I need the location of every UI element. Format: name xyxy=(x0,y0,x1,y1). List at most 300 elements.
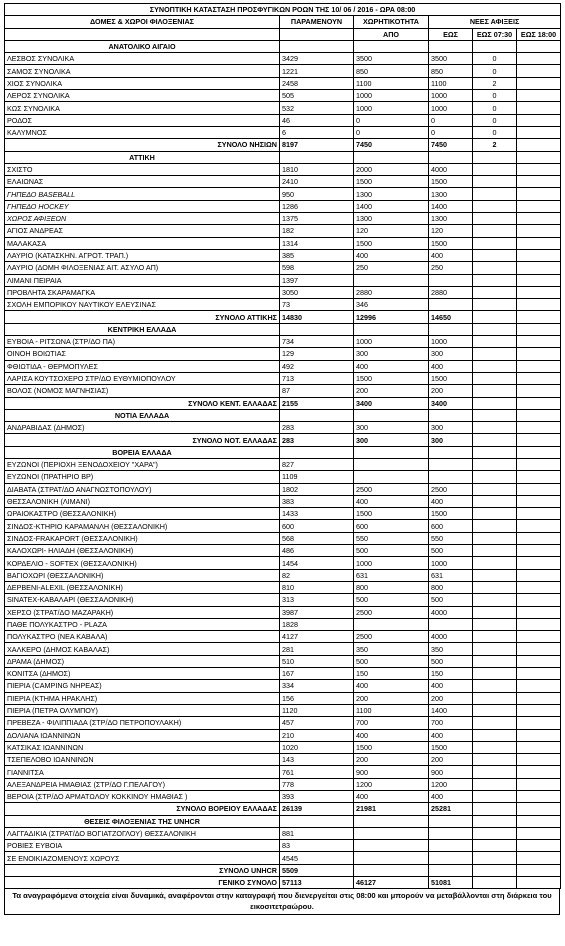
arrivals-0730-cell xyxy=(473,188,517,200)
total-row xyxy=(5,803,561,815)
facility-name: ΡΟΔΟΣ xyxy=(5,114,280,126)
capacity-from-cell: 2880 xyxy=(354,286,429,298)
arrivals-1800-cell xyxy=(517,249,561,261)
arrivals-1800-cell xyxy=(517,520,561,532)
arrivals-0730-cell xyxy=(473,495,517,507)
capacity-from-cell: 1000 xyxy=(354,102,429,114)
table-row xyxy=(5,188,561,200)
arrivals-0730-cell xyxy=(473,508,517,520)
capacity-from-cell: 1500 xyxy=(354,508,429,520)
facility-name: ΒΑΓΙΟΧΩΡΙ (ΘΕΣΣΑΛΟΝΙΚΗ) xyxy=(5,569,280,581)
arrivals-1800-cell xyxy=(517,348,561,360)
remaining-cell: 598 xyxy=(280,262,354,274)
capacity-until-cell: 0 xyxy=(429,114,473,126)
facility-name: ΚΟΝΙΤΣΑ (ΔΗΜΟΣ) xyxy=(5,668,280,680)
arrivals-0730-cell xyxy=(473,668,517,680)
capacity-until-cell: 300 xyxy=(429,434,473,446)
subheader-empty-2 xyxy=(280,28,354,40)
arrivals-0730-cell xyxy=(473,458,517,470)
facility-name: ΩΡΑΙΟΚΑΣΤΡΟ (ΘΕΣΣΑΛΟΝΙΚΗ) xyxy=(5,508,280,520)
arrivals-0730-cell xyxy=(473,717,517,729)
section-title: ΘΕΣΕΙΣ ΦΙΛΟΞΕΝΙΑΣ ΤΗΣ UNHCR xyxy=(5,815,280,827)
empty-cell xyxy=(473,323,517,335)
section-header-row xyxy=(5,815,561,827)
table-row xyxy=(5,348,561,360)
header-new-arrivals: ΝΕΕΣ ΑΦΙΞΕΙΣ xyxy=(429,16,561,28)
arrivals-0730-cell: 2 xyxy=(473,139,517,151)
remaining-cell: 281 xyxy=(280,643,354,655)
empty-cell xyxy=(517,40,561,52)
facility-name: ΚΑΤΣΙΚΑΣ ΙΩΑΝΝΙΝΩΝ xyxy=(5,741,280,753)
capacity-from-cell: 0 xyxy=(354,126,429,138)
capacity-from-cell: 200 xyxy=(354,385,429,397)
header-remaining: ΠΑΡΑΜΕΝΟΥΝ xyxy=(280,16,354,28)
capacity-from-cell: 600 xyxy=(354,520,429,532)
capacity-from-cell: 1300 xyxy=(354,188,429,200)
remaining-cell: 881 xyxy=(280,827,354,839)
arrivals-0730-cell xyxy=(473,791,517,803)
table-row xyxy=(5,483,561,495)
capacity-until-cell: 350 xyxy=(429,643,473,655)
remaining-cell: 87 xyxy=(280,385,354,397)
empty-cell xyxy=(473,409,517,421)
capacity-until-cell: 7450 xyxy=(429,139,473,151)
remaining-cell: 73 xyxy=(280,299,354,311)
section-title: ΚΕΝΤΡΙΚΗ ΕΛΛΑΔΑ xyxy=(5,323,280,335)
capacity-from-cell: 46127 xyxy=(354,877,429,889)
capacity-until-cell: 3400 xyxy=(429,397,473,409)
capacity-from-cell: 900 xyxy=(354,766,429,778)
remaining-cell: 1433 xyxy=(280,508,354,520)
capacity-from-cell: 400 xyxy=(354,249,429,261)
arrivals-0730-cell xyxy=(473,655,517,667)
remaining-cell: 1109 xyxy=(280,471,354,483)
capacity-from-cell: 1000 xyxy=(354,557,429,569)
arrivals-0730-cell xyxy=(473,422,517,434)
facility-name: ΚΑΛΟΧΩΡΙ- ΗΛΙΑΔΗ (ΘΕΣΣΑΛΟΝΙΚΗ) xyxy=(5,545,280,557)
capacity-from-cell: 346 xyxy=(354,299,429,311)
section-title: ΑΝΑΤΟΛΙΚΟ ΑΙΓΑΙΟ xyxy=(5,40,280,52)
capacity-until-cell: 300 xyxy=(429,422,473,434)
arrivals-0730-cell xyxy=(473,704,517,716)
capacity-until-cell: 850 xyxy=(429,65,473,77)
remaining-cell: 734 xyxy=(280,336,354,348)
arrivals-0730-cell: 2 xyxy=(473,77,517,89)
facility-name: ΣΑΜΟΣ ΣΥΝΟΛΙΚΑ xyxy=(5,65,280,77)
remaining-cell: 778 xyxy=(280,778,354,790)
subheader-empty-1 xyxy=(5,28,280,40)
table-row xyxy=(5,741,561,753)
facility-name: ΔΡΑΜΑ (ΔΗΜΟΣ) xyxy=(5,655,280,667)
capacity-until-cell: 400 xyxy=(429,495,473,507)
capacity-from-cell: 1200 xyxy=(354,778,429,790)
table-row xyxy=(5,53,561,65)
remaining-cell: 82 xyxy=(280,569,354,581)
facility-name: ΒΕΡΟΙΑ (ΣΤΡ/ΔΟ ΑΡΜΑΤΩΛΟΥ ΚΟΚΚΙΝΟΥ ΗΜΑΘΙΑΣ ) xyxy=(5,791,280,803)
capacity-from-cell: 2000 xyxy=(354,163,429,175)
total-row xyxy=(5,311,561,323)
arrivals-1800-cell xyxy=(517,77,561,89)
arrivals-1800-cell xyxy=(517,741,561,753)
arrivals-1800-cell xyxy=(517,126,561,138)
arrivals-1800-cell xyxy=(517,631,561,643)
remaining-cell: 26139 xyxy=(280,803,354,815)
arrivals-1800-cell xyxy=(517,237,561,249)
table-row xyxy=(5,225,561,237)
facility-name: ΕΥΖΩΝΟΙ (ΠΡΑΤΗΡΙΟ BP) xyxy=(5,471,280,483)
capacity-from-cell: 12996 xyxy=(354,311,429,323)
capacity-from-cell: 850 xyxy=(354,65,429,77)
capacity-until-cell xyxy=(429,299,473,311)
total-label: ΣΥΝΟΛΟ ΚΕΝΤ. ΕΛΛΑΔΑΣ xyxy=(5,397,280,409)
arrivals-0730-cell: 0 xyxy=(473,65,517,77)
total-label: ΣΥΝΟΛΟ ΒΟΡΕΙΟΥ ΕΛΛΑΔΑΣ xyxy=(5,803,280,815)
facility-name: ΕΥΖΩΝΟΙ (ΠΕΡΙΟΧΗ ΞΕΝΟΔΟΧΕΙΟΥ "ΧΑΡΑ") xyxy=(5,458,280,470)
capacity-until-cell: 300 xyxy=(429,348,473,360)
capacity-from-cell xyxy=(354,618,429,630)
table-row xyxy=(5,852,561,864)
arrivals-1800-cell xyxy=(517,90,561,102)
arrivals-1800-cell xyxy=(517,594,561,606)
capacity-until-cell xyxy=(429,458,473,470)
table-row xyxy=(5,163,561,175)
capacity-until-cell: 400 xyxy=(429,680,473,692)
facility-name: ΠΑΘΕ ΠΟΛΥΚΑΣΤΡΟ - PLAZA xyxy=(5,618,280,630)
facility-name: ΣΧΙΣΤΟ xyxy=(5,163,280,175)
empty-cell xyxy=(354,40,429,52)
capacity-from-cell: 0 xyxy=(354,114,429,126)
capacity-from-cell: 1500 xyxy=(354,176,429,188)
capacity-from-cell: 1400 xyxy=(354,200,429,212)
arrivals-0730-cell xyxy=(473,176,517,188)
table-row xyxy=(5,360,561,372)
empty-cell xyxy=(517,323,561,335)
remaining-cell: 14830 xyxy=(280,311,354,323)
capacity-until-cell: 500 xyxy=(429,594,473,606)
report-sheet xyxy=(4,3,560,915)
capacity-until-cell: 25281 xyxy=(429,803,473,815)
table-row xyxy=(5,557,561,569)
table-row xyxy=(5,286,561,298)
remaining-cell: 313 xyxy=(280,594,354,606)
arrivals-0730-cell xyxy=(473,213,517,225)
capacity-from-cell: 2500 xyxy=(354,606,429,618)
table-row xyxy=(5,791,561,803)
capacity-from-cell: 200 xyxy=(354,754,429,766)
capacity-from-cell: 550 xyxy=(354,532,429,544)
facility-name: ΠΡΕΒΕΖΑ - ΦΙΛΙΠΠΙΑΔΑ (ΣΤΡ/ΔΟ ΠΕΤΡΟΠΟΥΛΑΚΗ) xyxy=(5,717,280,729)
section-header-row xyxy=(5,151,561,163)
capacity-until-cell: 120 xyxy=(429,225,473,237)
capacity-from-cell: 21981 xyxy=(354,803,429,815)
table-row xyxy=(5,65,561,77)
table-row xyxy=(5,717,561,729)
empty-cell xyxy=(429,323,473,335)
capacity-until-cell: 1500 xyxy=(429,508,473,520)
remaining-cell: 4127 xyxy=(280,631,354,643)
arrivals-1800-cell xyxy=(517,508,561,520)
facility-name: ΔΟΛΙΑΝΑ ΙΩΑΝΝΙΝΩΝ xyxy=(5,729,280,741)
table-row xyxy=(5,827,561,839)
capacity-until-cell: 900 xyxy=(429,766,473,778)
capacity-until-cell xyxy=(429,864,473,876)
capacity-until-cell: 1400 xyxy=(429,200,473,212)
capacity-from-cell: 700 xyxy=(354,717,429,729)
empty-cell xyxy=(429,40,473,52)
table-row xyxy=(5,729,561,741)
arrivals-0730-cell xyxy=(473,286,517,298)
capacity-from-cell: 2500 xyxy=(354,631,429,643)
arrivals-1800-cell xyxy=(517,557,561,569)
table-row xyxy=(5,114,561,126)
empty-cell xyxy=(280,409,354,421)
arrivals-0730-cell xyxy=(473,827,517,839)
facility-name: ΚΟΡΔΕΛΙΟ - SOFTEX (ΘΕΣΣΑΛΟΝΙΚΗ) xyxy=(5,557,280,569)
table-row xyxy=(5,520,561,532)
arrivals-0730-cell xyxy=(473,594,517,606)
table-row xyxy=(5,680,561,692)
remaining-cell: 5509 xyxy=(280,864,354,876)
capacity-from-cell xyxy=(354,864,429,876)
capacity-from-cell: 1000 xyxy=(354,336,429,348)
capacity-from-cell xyxy=(354,274,429,286)
arrivals-1800-cell xyxy=(517,840,561,852)
table-row xyxy=(5,471,561,483)
remaining-cell: 4545 xyxy=(280,852,354,864)
arrivals-1800-cell xyxy=(517,286,561,298)
arrivals-0730-cell xyxy=(473,778,517,790)
facility-name: ΠΙΕΡΙΑ (CAMPING ΝΗΡΕΑΣ) xyxy=(5,680,280,692)
remaining-cell: 1314 xyxy=(280,237,354,249)
capacity-until-cell: 500 xyxy=(429,655,473,667)
facility-name: ΠΡΟΒΛΗΤΑ ΣΚΑΡΑΜΑΓΚΑ xyxy=(5,286,280,298)
facility-name: ΧΩΡΟΣ ΑΦΙΞΕΩΝ xyxy=(5,213,280,225)
facility-name: ΓΙΑΝΝΙΤΣΑ xyxy=(5,766,280,778)
arrivals-1800-cell xyxy=(517,213,561,225)
capacity-from-cell xyxy=(354,840,429,852)
empty-cell xyxy=(280,815,354,827)
capacity-from-cell: 350 xyxy=(354,643,429,655)
section-header-row xyxy=(5,409,561,421)
remaining-cell: 383 xyxy=(280,495,354,507)
capacity-from-cell xyxy=(354,458,429,470)
capacity-from-cell: 200 xyxy=(354,692,429,704)
capacity-until-cell: 400 xyxy=(429,791,473,803)
table-body xyxy=(5,4,561,889)
remaining-cell: 1454 xyxy=(280,557,354,569)
arrivals-1800-cell xyxy=(517,618,561,630)
remaining-cell: 3987 xyxy=(280,606,354,618)
arrivals-0730-cell: 0 xyxy=(473,114,517,126)
empty-cell xyxy=(354,446,429,458)
table-row xyxy=(5,569,561,581)
footnote: Τα αναγραφόμενα στοιχεία είναι δυναμικά, αναφέρονται στην καταγραφή που διενεργείται στις 08:00 και μπορούν να μεταβάλλονται στη διάρκεια του εικοσιτετραώρου. xyxy=(4,889,560,915)
remaining-cell: 167 xyxy=(280,668,354,680)
remaining-cell: 385 xyxy=(280,249,354,261)
arrivals-0730-cell xyxy=(473,532,517,544)
remaining-cell: 510 xyxy=(280,655,354,667)
remaining-cell: 1120 xyxy=(280,704,354,716)
arrivals-0730-cell xyxy=(473,483,517,495)
facility-name: ΔΕΡΒΕΝΙ-ALEXIL (ΘΕΣΣΑΛΟΝΙΚΗ) xyxy=(5,581,280,593)
empty-cell xyxy=(473,40,517,52)
facility-name: ΑΓΙΟΣ ΑΝΔΡΕΑΣ xyxy=(5,225,280,237)
arrivals-0730-cell: 0 xyxy=(473,126,517,138)
arrivals-1800-cell xyxy=(517,581,561,593)
capacity-from-cell: 3400 xyxy=(354,397,429,409)
remaining-cell: 83 xyxy=(280,840,354,852)
remaining-cell: 600 xyxy=(280,520,354,532)
table-row xyxy=(5,508,561,520)
total-label: ΓΕΝΙΚΟ ΣΥΝΟΛΟ xyxy=(5,877,280,889)
arrivals-0730-cell xyxy=(473,618,517,630)
remaining-cell: 143 xyxy=(280,754,354,766)
arrivals-0730-cell: 0 xyxy=(473,102,517,114)
empty-cell xyxy=(429,409,473,421)
table-row xyxy=(5,77,561,89)
remaining-cell: 457 xyxy=(280,717,354,729)
section-header-row xyxy=(5,446,561,458)
facility-name: ΠΟΛΥΚΑΣΤΡΟ (ΝΕΑ ΚΑΒΑΛΑ) xyxy=(5,631,280,643)
capacity-until-cell: 400 xyxy=(429,729,473,741)
remaining-cell: 713 xyxy=(280,372,354,384)
arrivals-1800-cell xyxy=(517,483,561,495)
remaining-cell: 532 xyxy=(280,102,354,114)
total-row xyxy=(5,877,561,889)
arrivals-1800-cell xyxy=(517,422,561,434)
remaining-cell: 950 xyxy=(280,188,354,200)
facility-name: ΓΗΠΕΔΟ HOCKEY xyxy=(5,200,280,212)
facility-name: ΜΑΛΑΚΑΣΑ xyxy=(5,237,280,249)
header-row xyxy=(5,16,561,28)
remaining-cell: 1286 xyxy=(280,200,354,212)
table-row xyxy=(5,778,561,790)
capacity-from-cell: 800 xyxy=(354,581,429,593)
empty-cell xyxy=(473,151,517,163)
arrivals-0730-cell xyxy=(473,581,517,593)
remaining-cell: 156 xyxy=(280,692,354,704)
remaining-cell: 1221 xyxy=(280,65,354,77)
capacity-from-cell: 400 xyxy=(354,495,429,507)
table-row xyxy=(5,126,561,138)
empty-cell xyxy=(517,446,561,458)
arrivals-0730-cell xyxy=(473,692,517,704)
remaining-cell: 486 xyxy=(280,545,354,557)
arrivals-1800-cell xyxy=(517,803,561,815)
facility-name: ΣΙΝΔΟΣ-ΚΤΗΡΙΟ ΚΑΡΑΜΑΝΛΗ (ΘΕΣΣΑΛΟΝΙΚΗ) xyxy=(5,520,280,532)
empty-cell xyxy=(473,815,517,827)
capacity-until-cell: 1100 xyxy=(429,77,473,89)
table-row xyxy=(5,754,561,766)
capacity-from-cell: 500 xyxy=(354,594,429,606)
total-row xyxy=(5,434,561,446)
table-row xyxy=(5,606,561,618)
capacity-from-cell: 500 xyxy=(354,655,429,667)
subheader-row xyxy=(5,28,561,40)
capacity-until-cell: 1000 xyxy=(429,336,473,348)
capacity-until-cell: 200 xyxy=(429,692,473,704)
table-row xyxy=(5,668,561,680)
arrivals-1800-cell xyxy=(517,163,561,175)
arrivals-0730-cell xyxy=(473,680,517,692)
capacity-until-cell: 4000 xyxy=(429,163,473,175)
empty-cell xyxy=(354,323,429,335)
arrivals-1800-cell xyxy=(517,495,561,507)
arrivals-0730-cell xyxy=(473,729,517,741)
arrivals-0730-cell xyxy=(473,434,517,446)
table-row xyxy=(5,422,561,434)
remaining-cell: 57113 xyxy=(280,877,354,889)
capacity-from-cell: 1300 xyxy=(354,213,429,225)
arrivals-1800-cell xyxy=(517,704,561,716)
capacity-until-cell: 4000 xyxy=(429,631,473,643)
total-row xyxy=(5,397,561,409)
arrivals-0730-cell xyxy=(473,766,517,778)
arrivals-1800-cell xyxy=(517,311,561,323)
table-row xyxy=(5,532,561,544)
remaining-cell: 505 xyxy=(280,90,354,102)
remaining-cell: 2155 xyxy=(280,397,354,409)
arrivals-1800-cell xyxy=(517,139,561,151)
arrivals-1800-cell xyxy=(517,532,561,544)
capacity-from-cell: 1500 xyxy=(354,741,429,753)
remaining-cell: 8197 xyxy=(280,139,354,151)
arrivals-1800-cell xyxy=(517,336,561,348)
arrivals-0730-cell xyxy=(473,225,517,237)
table-row xyxy=(5,840,561,852)
empty-cell xyxy=(517,815,561,827)
remaining-cell: 568 xyxy=(280,532,354,544)
facility-name: ΣΙΝΔΟΣ-FRAKAPORT (ΘΕΣΣΑΛΟΝΙΚΗ) xyxy=(5,532,280,544)
empty-cell xyxy=(517,151,561,163)
remaining-cell: 2458 xyxy=(280,77,354,89)
arrivals-0730-cell xyxy=(473,348,517,360)
table-row xyxy=(5,200,561,212)
facility-name: ΟΙΝΟΗ ΒΟΙΩΤΙΑΣ xyxy=(5,348,280,360)
arrivals-1800-cell xyxy=(517,262,561,274)
arrivals-1800-cell xyxy=(517,791,561,803)
arrivals-0730-cell xyxy=(473,877,517,889)
capacity-from-cell: 120 xyxy=(354,225,429,237)
arrivals-0730-cell xyxy=(473,741,517,753)
arrivals-1800-cell xyxy=(517,458,561,470)
arrivals-1800-cell xyxy=(517,176,561,188)
remaining-cell: 283 xyxy=(280,434,354,446)
capacity-until-cell: 800 xyxy=(429,581,473,593)
arrivals-1800-cell xyxy=(517,471,561,483)
remaining-cell: 1828 xyxy=(280,618,354,630)
capacity-until-cell: 150 xyxy=(429,668,473,680)
table-row xyxy=(5,176,561,188)
capacity-until-cell: 1500 xyxy=(429,176,473,188)
capacity-from-cell: 1500 xyxy=(354,372,429,384)
facility-name: ΛΑΥΡΙΟ (ΚΑΤΑΣΚΗΝ. ΑΓΡΟΤ. ΤΡΑΠ.) xyxy=(5,249,280,261)
arrivals-1800-cell xyxy=(517,200,561,212)
capacity-until-cell: 3500 xyxy=(429,53,473,65)
table-row xyxy=(5,372,561,384)
table-row xyxy=(5,262,561,274)
facility-name: ΠΙΕΡΙΑ (ΠΕΤΡΑ ΟΛΥΜΠΟΥ) xyxy=(5,704,280,716)
capacity-until-cell xyxy=(429,827,473,839)
refugee-flows-table xyxy=(4,3,561,889)
table-row xyxy=(5,274,561,286)
capacity-until-cell: 0 xyxy=(429,126,473,138)
capacity-until-cell: 2880 xyxy=(429,286,473,298)
facility-name: ΦΘΙΩΤΙΔΑ - ΘΕΡΜΟΠΥΛΕΣ xyxy=(5,360,280,372)
facility-name: ΡΟΒΙΕΣ ΕΥΒΟΙΑ xyxy=(5,840,280,852)
total-row xyxy=(5,864,561,876)
remaining-cell: 210 xyxy=(280,729,354,741)
